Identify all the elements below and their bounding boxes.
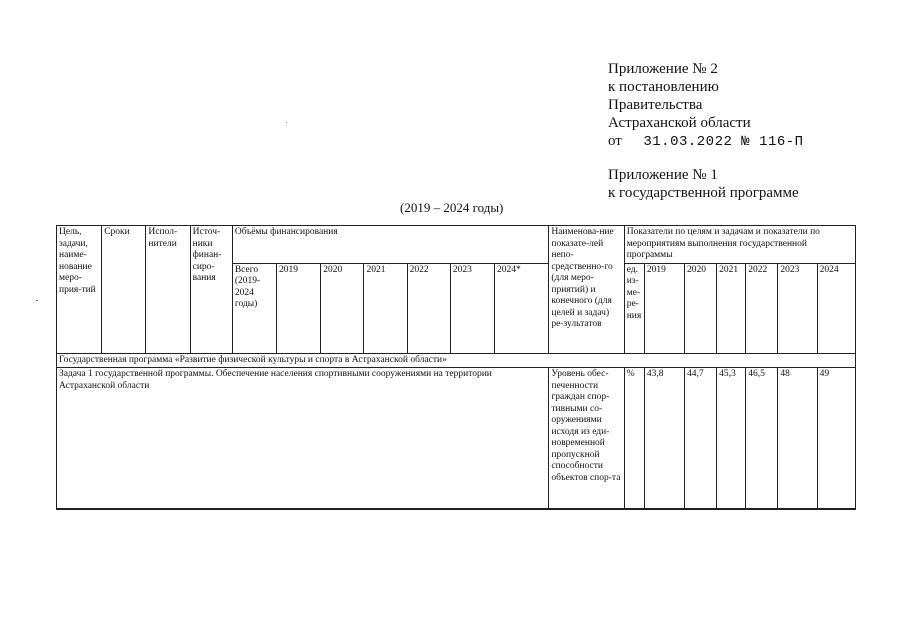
header-line-region: Астраханской области	[608, 115, 751, 131]
header-indicator-year: 2023	[778, 263, 817, 353]
header-funding-year: 2021	[364, 263, 407, 353]
indicator-value: 43,8	[644, 368, 684, 509]
header-funding-year: 2023	[450, 263, 494, 353]
indicator-unit: %	[624, 368, 644, 509]
header-line-appendix-1: Приложение № 1	[608, 167, 718, 183]
header-funding-year: 2020	[321, 263, 364, 353]
date-prefix: от	[608, 133, 622, 149]
document-header-2	[608, 166, 799, 202]
scan-speck	[36, 300, 38, 301]
scan-speck	[286, 122, 287, 123]
program-table	[56, 225, 856, 510]
header-indicator-year: 2019	[644, 263, 684, 353]
indicator-value: 48	[778, 368, 817, 509]
header-indicator-name: Наименова-ние показате-лей непо-средственно-го (для меро-приятий) и конечного (для целей и задач) ре-зультатов	[549, 226, 624, 354]
header-indicator-year: 2021	[717, 263, 746, 353]
header-indicator-year: 2020	[685, 263, 717, 353]
header-line-government: Правительства	[608, 97, 703, 113]
header-row-1	[57, 226, 856, 264]
header-indicator-year: 2022	[746, 263, 778, 353]
task-description: Задача 1 государственной программы. Обеспечение населения спортивными сооружениями на территории Астраханской области	[57, 368, 549, 509]
program-title: Государственная программа «Развитие физической культуры и спорта в Астраханской области»	[57, 353, 856, 368]
header-line-state-program: к государственной программе	[608, 185, 799, 201]
header-funding-year: 2024*	[495, 263, 549, 353]
header-funding-year: 2022	[407, 263, 450, 353]
indicator-name: Уровень обес-печенности граждан спор-тивными со-оружениями исходя из еди-новременной пропускной способности объектов спор-та	[549, 368, 624, 509]
header-sources: Источ-ники финан-сиро-вания	[190, 226, 232, 354]
document-header	[608, 60, 804, 151]
header-line-appendix-2: Приложение № 2	[608, 61, 718, 77]
indicator-value: 44,7	[685, 368, 717, 509]
indicator-value: 49	[817, 368, 855, 509]
program-row	[57, 353, 856, 368]
header-funding: Объёмы финансирования	[232, 226, 549, 264]
header-unit: ед. из-ме-ре-ния	[624, 263, 644, 353]
header-indicators: Показатели по целям и задачам и показатели по мероприятиям выполнения государственной программы	[624, 226, 855, 264]
header-terms: Сроки	[102, 226, 146, 354]
date-stamp: 31.03.2022 № 116-П	[643, 134, 804, 150]
header-line-to-resolution: к постановлению	[608, 79, 719, 95]
header-indicator-year: 2024	[817, 263, 855, 353]
indicator-value: 46,5	[746, 368, 778, 509]
header-total: Всего (2019-2024 годы)	[232, 263, 276, 353]
task-row	[57, 368, 856, 509]
header-funding-year: 2019	[277, 263, 321, 353]
period-label: (2019 – 2024 годы)	[400, 200, 504, 215]
header-executors: Испол-нители	[146, 226, 190, 354]
header-goal: Цель, задачи, наиме-нование меро-прия-тий	[57, 226, 102, 354]
header-date-line	[608, 132, 804, 151]
indicator-value: 45,3	[717, 368, 746, 509]
